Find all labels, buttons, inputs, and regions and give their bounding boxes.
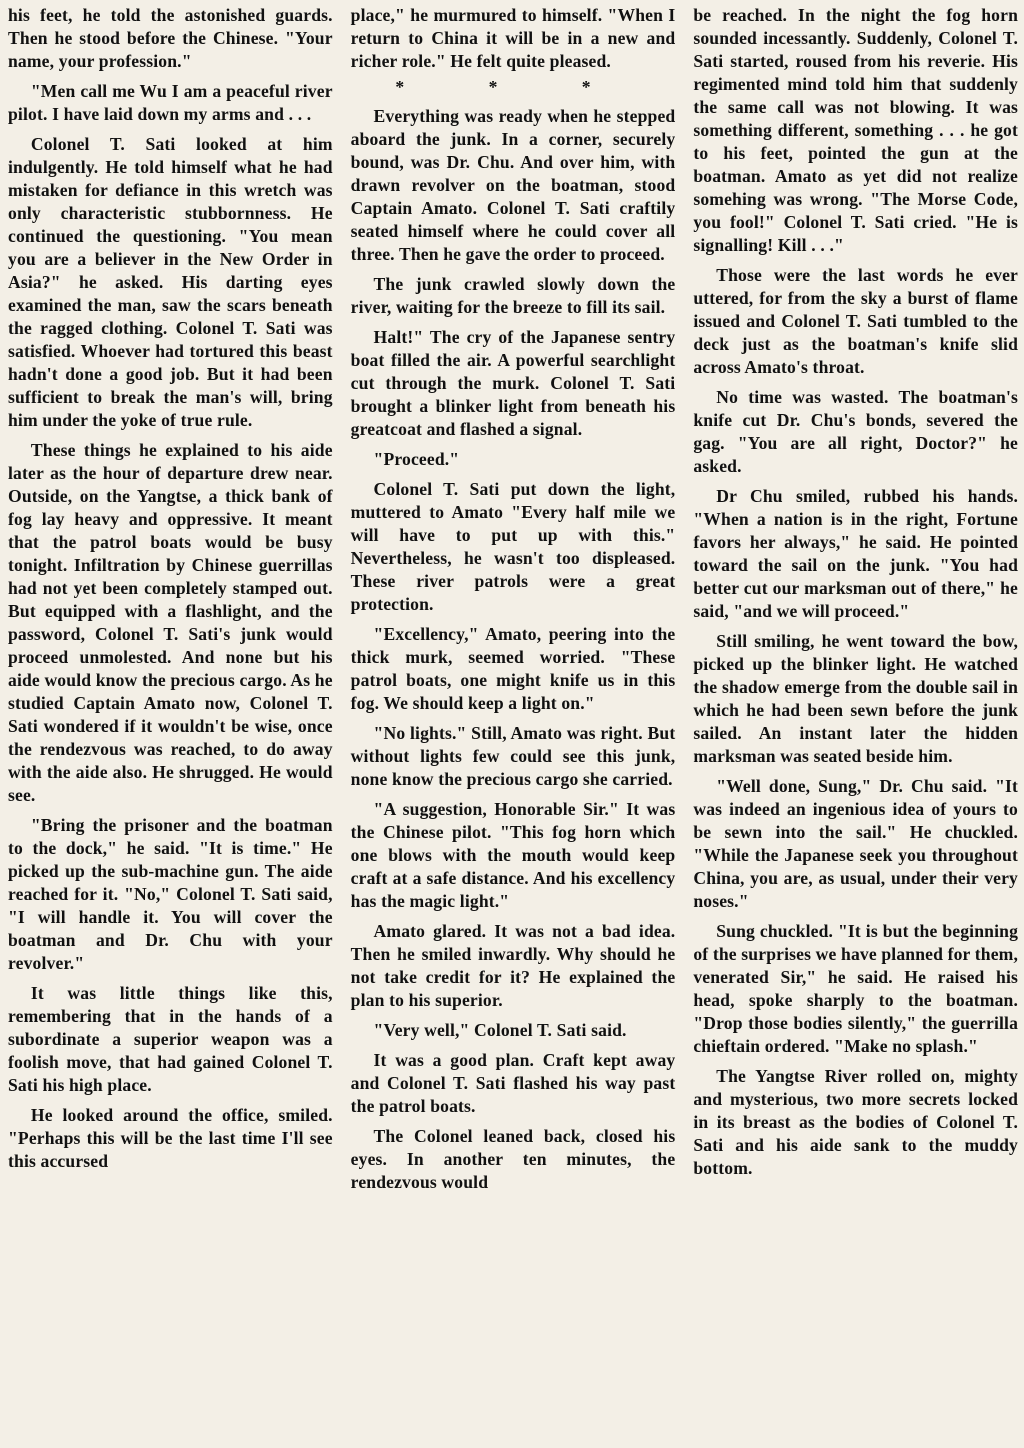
paragraph: "Well done, Sung," Dr. Chu said. "It was indeed an ingenious idea of yours to be sewn into the sail." He chuckled. "While the Japanese seek you throughout China, you are, as usual, under their very noses." [693, 776, 1019, 911]
paragraph: Colonel T. Sati looked at him indulgently. He told himself what he had mistaken for defiance in this wretch was only characteristic stubbornness. He continued the questioning. "You mean you are a believer in the New Order in Asia?" he asked. His darting eyes examined the man, saw the scars beneath the ragged clothing. Colonel T. Sati was satisfied. Whoever had tortured this beast hadn't done a good job. But it had been sufficient to break the man's will, bring him under the yoke of true rule. [8, 134, 333, 430]
paragraph: "Men call me Wu I am a peaceful river pilot. I have laid down my arms and . . . [8, 81, 333, 124]
paragraph: The junk crawled slowly down the river, waiting for the breeze to fill its sail. [350, 274, 676, 317]
paragraph: Still smiling, he went toward the bow, picked up the blinker light. He watched the shadow emerge from the double sail in which he had been sewn before the junk sailed. An instant later the hidden marksman was seated beside him. [693, 631, 1019, 766]
paragraph: Dr Chu smiled, rubbed his hands. "When a nation is in the right, Fortune favors her always," he said. He pointed toward the sail on the junk. "You had better cut our marksman out of there," he said, "and we will proceed." [693, 486, 1019, 621]
paragraph: Sung chuckled. "It is but the beginning of the surprises we have planned for them, venerated Sir," he said. He raised his head, spoke sharply to the boatman. "Drop those bodies silently," the guerrilla chieftain ordered. "Make no splash." [693, 921, 1019, 1056]
paragraph: "Very well," Colonel T. Sati said. [373, 1020, 627, 1040]
paragraph: Those were the last words he ever uttered, for from the sky a burst of flame issued and Colonel T. Sati tumbled to the deck just as the boatman's knife slid across Amato's throat. [693, 265, 1019, 377]
paragraph: "Proceed." [373, 449, 460, 469]
paragraph: Everything was ready when he stepped aboard the junk. In a corner, securely bound, was Dr. Chu. And over him, with drawn revolver on the boatman, stood Captain Amato. Colonel T. Sati craftily seated himself where he could cover all three. Then he gave the order to proceed. [350, 106, 676, 264]
paragraph: These things he explained to his aide later as the hour of departure drew near. Outside, on the Yangtse, a thick bank of fog lay heavy and oppressive. It meant that the patrol boats would be busy tonight. Infiltration by Chinese guerrillas had not yet been completely stamped out. But equipped with a flashlight, and the password, Colonel T. Sati's junk would proceed unmolested. And none but his aide would know the precious cargo. As he studied Captain Amato now, Colonel T. Sati wondered if it wouldn't be wise, once the rendezvous was reached, to do away with the aide also. He shrugged. He would see. [8, 440, 333, 805]
column-1 [8, 4, 333, 1448]
paragraph: It was little things like this, remembering that in the hands of a subordinate a superior weapon was a foolish move, that had gained Colonel T. Sati his high place. [8, 983, 333, 1095]
column-3 [693, 4, 1018, 1448]
column-2 [351, 4, 676, 1448]
paragraph: Colonel T. Sati put down the light, muttered to Amato "Every half mile we will have to put up with this." Nevertheless, he wasn't too displeased. These river patrols were a great protection. [350, 479, 676, 614]
paragraph: The Yangtse River rolled on, mighty and mysterious, two more secrets locked in its breast as the bodies of Colonel T. Sati and his aide sank to the muddy bottom. [693, 1066, 1019, 1178]
paragraph: "A suggestion, Honorable Sir." It was the Chinese pilot. "This fog horn which one blows with the mouth would keep craft at a safe distance. And his excellency has the magic light." [350, 799, 676, 911]
paragraph: "No lights." Still, Amato was right. But without lights few could see this junk, none know the precious cargo she carried. [350, 723, 676, 789]
paragraph: "Bring the prisoner and the boatman to the dock," he said. "It is time." He picked up the sub-machine gun. The aide reached for it. "No," Colonel T. Sati said, "I will handle it. You will cover the boatman and Dr. Chu with your revolver." [8, 815, 333, 973]
paragraph: Halt!" The cry of the Japanese sentry boat filled the air. A powerful searchlight cut through the murk. Colonel T. Sati brought a blinker light from beneath his greatcoat and flashed a signal. [350, 327, 676, 439]
paragraph: It was a good plan. Craft kept away and Colonel T. Sati flashed his way past the patrol boats. [350, 1050, 676, 1116]
paragraph: be reached. In the night the fog horn sounded incessantly. Suddenly, Colonel T. Sati started, roused from his reverie. His regimented mind told him that suddenly the same call was not blowing. It was something different, something . . . he got to his feet, pointed the gun at the boatman. Amato as yet did not realize somehing was wrong. "The Morse Code, you fool!" Colonel T. Sati cried. "He is signalling! Kill . . ." [693, 5, 1019, 255]
paragraph: The Colonel leaned back, closed his eyes. In another ten minutes, the rendezvous would [350, 1126, 676, 1192]
paragraph: "Excellency," Amato, peering into the thick murk, seemed worried. "These patrol boats, one might knife us in this fog. We should keep a light on." [350, 624, 676, 713]
paragraph: No time was wasted. The boatman's knife cut Dr. Chu's bonds, severed the gag. "You are all right, Doctor?" he asked. [693, 387, 1019, 476]
section-separator: * * * [395, 77, 631, 97]
paragraph: place," he murmured to himself. "When I return to China it will be in a new and richer role." He felt quite pleased. [350, 5, 676, 71]
paragraph: He looked around the office, smiled. "Perhaps this will be the last time I'll see this accursed [8, 1105, 333, 1171]
paragraph: Amato glared. It was not a bad idea. Then he smiled inwardly. Why should he not take credit for it? He explained the plan to his superior. [350, 921, 676, 1010]
paragraph: his feet, he told the astonished guards. Then he stood before the Chinese. "Your name, your profession." [8, 5, 333, 71]
